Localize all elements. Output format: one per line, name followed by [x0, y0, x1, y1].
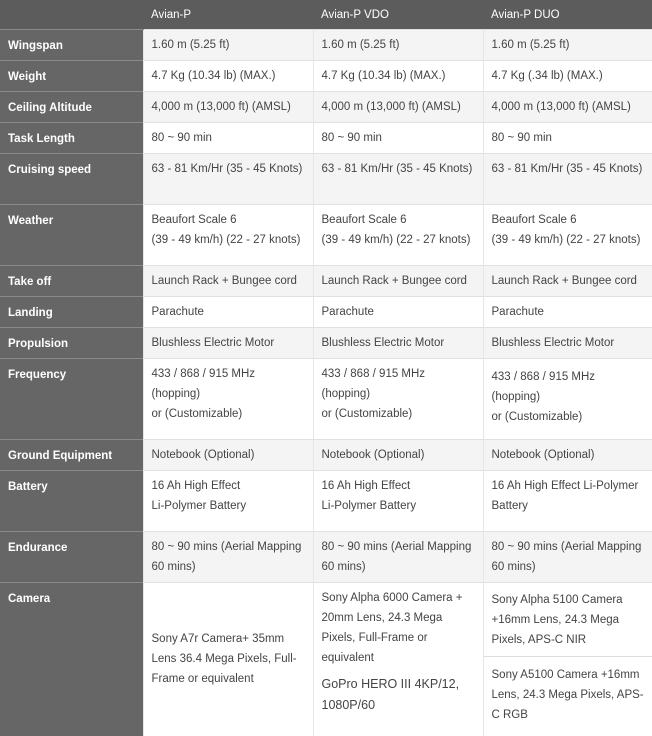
table-cell — [313, 470, 483, 531]
cell-line: 16 Ah High Effect — [152, 476, 307, 496]
cell-line: or (Customizable) — [492, 407, 647, 427]
table-cell: 80 ~ 90 min — [143, 122, 313, 153]
row-label: Frequency — [0, 358, 143, 439]
table-cell: 4,000 m (13,000 ft) (AMSL) — [313, 91, 483, 122]
cell-line: (39 - 49 km/h) (22 - 27 knots) — [492, 230, 647, 250]
cell-line: or (Customizable) — [322, 404, 477, 424]
table-cell: 4.7 Kg (10.34 lb) (MAX.) — [143, 60, 313, 91]
cell-line: (hopping) — [152, 384, 307, 404]
model-header-avian-p-vdo: Avian-P VDO — [313, 0, 483, 29]
cell-line: 16 Ah High Effect — [322, 476, 477, 496]
table-cell — [483, 204, 652, 265]
table-cell: Blushless Electric Motor — [313, 327, 483, 358]
table-cell: 1.60 m (5.25 ft) — [483, 29, 652, 60]
cell-line: Beaufort Scale 6 — [152, 210, 307, 230]
cell-line: 433 / 868 / 915 MHz — [152, 364, 307, 384]
cell-line: Beaufort Scale 6 — [322, 210, 477, 230]
table-row — [0, 91, 652, 122]
table-row — [0, 531, 652, 582]
table-row — [0, 153, 652, 204]
table-row — [0, 358, 652, 439]
row-label: Weight — [0, 60, 143, 91]
cell-line: (39 - 49 km/h) (22 - 27 knots) — [322, 230, 477, 250]
table-cell: Parachute — [313, 296, 483, 327]
table-row — [0, 470, 652, 531]
table-cell: 80 ~ 90 min — [483, 122, 652, 153]
table-row — [0, 204, 652, 265]
table-cell: 1.60 m (5.25 ft) — [313, 29, 483, 60]
camera-gopro-spec: GoPro HERO III 4KP/12, 1080P/60 — [322, 674, 477, 716]
table-row — [0, 60, 652, 91]
table-cell — [143, 358, 313, 439]
row-label: Ceiling Altitude — [0, 91, 143, 122]
table-cell: 80 ~ 90 min — [313, 122, 483, 153]
camera-nir-spec: Sony Alpha 5100 Camera +16mm Lens, 24.3 Mega Pixels, APS-C NIR — [484, 590, 652, 657]
table-cell: Notebook (Optional) — [313, 439, 483, 470]
table-cell: Parachute — [483, 296, 652, 327]
table-row — [0, 439, 652, 470]
row-label: Task Length — [0, 122, 143, 153]
table-cell — [143, 470, 313, 531]
model-header-avian-p: Avian-P — [143, 0, 313, 29]
table-cell: Blushless Electric Motor — [483, 327, 652, 358]
camera-rgb-spec: Sony A5100 Camera +16mm Lens, 24.3 Mega Pixels, APS-C RGB — [492, 657, 647, 725]
table-cell: 80 ~ 90 mins (Aerial Mapping 60 mins) — [313, 531, 483, 582]
table-cell: Sony A7r Camera+ 35mm Lens 36.4 Mega Pixels, Full-Frame or equivalent — [143, 582, 313, 736]
table-cell: 4,000 m (13,000 ft) (AMSL) — [143, 91, 313, 122]
row-label: Ground Equipment — [0, 439, 143, 470]
table-cell: 4,000 m (13,000 ft) (AMSL) — [483, 91, 652, 122]
table-cell: Notebook (Optional) — [483, 439, 652, 470]
header-row — [0, 0, 652, 29]
table-row — [0, 122, 652, 153]
table-cell: 63 - 81 Km/Hr (35 - 45 Knots) — [483, 153, 652, 204]
table-cell — [143, 204, 313, 265]
row-label: Weather — [0, 204, 143, 265]
table-cell — [313, 358, 483, 439]
header-corner — [0, 0, 143, 29]
camera-sony-spec: Sony Alpha 6000 Camera + 20mm Lens, 24.3 Mega Pixels, Full-Frame or equivalent — [322, 588, 477, 668]
row-label: Cruising speed — [0, 153, 143, 204]
row-label: Battery — [0, 470, 143, 531]
table-row — [0, 296, 652, 327]
table-cell: 63 - 81 Km/Hr (35 - 45 Knots) — [143, 153, 313, 204]
cell-line: Beaufort Scale 6 — [492, 210, 647, 230]
row-label: Take off — [0, 265, 143, 296]
cell-line: Li-Polymer Battery — [152, 496, 307, 516]
cell-line: (hopping) — [492, 387, 647, 407]
table-cell: 1.60 m (5.25 ft) — [143, 29, 313, 60]
row-label: Camera — [0, 582, 143, 736]
row-label: Wingspan — [0, 29, 143, 60]
table-cell — [483, 582, 652, 736]
cell-line: Li-Polymer Battery — [322, 496, 477, 516]
table-row — [0, 327, 652, 358]
cell-line: 433 / 868 / 915 MHz — [322, 364, 477, 384]
table-cell: 16 Ah High Effect Li-Polymer Battery — [483, 470, 652, 531]
table-cell: 80 ~ 90 mins (Aerial Mapping 60 mins) — [143, 531, 313, 582]
cell-line: (hopping) — [322, 384, 477, 404]
table-cell — [313, 582, 483, 736]
table-cell: 4.7 Kg (10.34 lb) (MAX.) — [313, 60, 483, 91]
table-row — [0, 582, 652, 736]
table-cell: Notebook (Optional) — [143, 439, 313, 470]
table-cell — [483, 358, 652, 439]
row-label: Propulsion — [0, 327, 143, 358]
table-cell: Parachute — [143, 296, 313, 327]
row-label: Landing — [0, 296, 143, 327]
table-cell: Launch Rack + Bungee cord — [483, 265, 652, 296]
table-cell — [313, 204, 483, 265]
cell-line: 433 / 868 / 915 MHz — [492, 367, 647, 387]
table-cell: 63 - 81 Km/Hr (35 - 45 Knots) — [313, 153, 483, 204]
table-cell: Launch Rack + Bungee cord — [143, 265, 313, 296]
cell-line: or (Customizable) — [152, 404, 307, 424]
row-label: Endurance — [0, 531, 143, 582]
model-header-avian-p-duo: Avian-P DUO — [483, 0, 652, 29]
table-row — [0, 29, 652, 60]
cell-line: (39 - 49 km/h) (22 - 27 knots) — [152, 230, 307, 250]
table-row — [0, 265, 652, 296]
table-cell: 4.7 Kg (.34 lb) (MAX.) — [483, 60, 652, 91]
table-cell: Launch Rack + Bungee cord — [313, 265, 483, 296]
table-cell: Blushless Electric Motor — [143, 327, 313, 358]
table-cell: 80 ~ 90 mins (Aerial Mapping 60 mins) — [483, 531, 652, 582]
